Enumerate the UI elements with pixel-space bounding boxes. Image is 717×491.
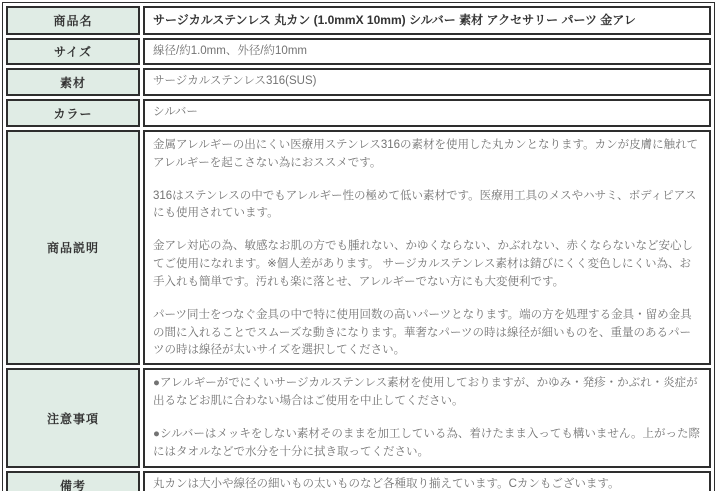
spec-table-row bbox=[6, 6, 711, 35]
spec-table-row bbox=[6, 68, 711, 96]
spec-row-value bbox=[143, 99, 711, 127]
spec-paragraph: 金アレ対応の為、敏感なお肌の方でも腫れない、かゆくならない、かぶれない、赤くならないなど安心してご使用になれます。※個人差があります。 サージカルステンレス素材は錆びにくく変色しにくい為、お手入れも簡単です。汚れも楽に落とせ、アレルギーでない方にも大変便利です。 bbox=[153, 240, 694, 288]
spec-row-label: 商品名 bbox=[6, 6, 140, 35]
spec-row-label: 備考 bbox=[6, 471, 140, 491]
spec-paragraph: 線径/約1.0mm、外径/約10mm bbox=[153, 44, 307, 57]
spec-row-value bbox=[143, 471, 711, 491]
spec-table-row bbox=[6, 471, 711, 491]
product-spec-table bbox=[2, 2, 715, 491]
spec-row-label: サイズ bbox=[6, 38, 140, 66]
spec-row-value bbox=[143, 368, 711, 468]
spec-paragraph: パーツ同士をつなぐ金具の中で特に使用回数の高いパーツとなります。端の方を処理する金具・留め金具の間に入れることでスムーズな動きになります。華奢なパーツの時は線径が細いものを、重量のあるパーツの時は線径が太いサイズを選択してください。 bbox=[153, 308, 692, 357]
spec-row-value bbox=[143, 130, 711, 365]
spec-table-row bbox=[6, 368, 711, 468]
spec-row-value bbox=[143, 68, 711, 96]
spec-paragraph: 316はステンレスの中でもアレルギー性の極めて低い素材です。医療用工具のメスやハサミ、ボディピアスにも使用されています。 bbox=[153, 189, 697, 220]
spec-paragraph: 丸カンは大小や線径の細いもの太いものなど各種取り揃えています。Cカンもございます。 bbox=[153, 478, 620, 491]
spec-table-body bbox=[6, 6, 711, 491]
spec-row-value bbox=[143, 38, 711, 66]
spec-table-row bbox=[6, 38, 711, 66]
spec-paragraph: ●アレルギーがでにくいサージカルステンレス素材を使用しておりますが、かゆみ・発疹・かぶれ・炎症が出るなどお肌に合わない場合はご使用を中止してください。 bbox=[153, 377, 698, 407]
spec-table-row bbox=[6, 130, 711, 365]
spec-row-label: 注意事項 bbox=[6, 368, 140, 468]
spec-paragraph: ●シルバーはメッキをしない素材そのままを加工している為、着けたまま入っても構いません。上がった際にはタオルなどで水分を十分に拭き取ってください。 bbox=[153, 427, 701, 458]
spec-row-label: カラー bbox=[6, 99, 140, 127]
spec-paragraph: シルバー bbox=[153, 106, 198, 119]
spec-paragraph: 金属アレルギーの出にくい医療用ステンレス316の素材を使用した丸カンとなります。カンが皮膚に触れてアレルギーを起こさない為におススメです。 bbox=[153, 139, 699, 169]
spec-row-label: 素材 bbox=[6, 68, 140, 96]
spec-paragraph: サージカルステンレス316(SUS) bbox=[153, 75, 317, 88]
spec-table-row bbox=[6, 99, 711, 127]
spec-row-value bbox=[143, 6, 711, 35]
spec-row-label: 商品説明 bbox=[6, 130, 140, 365]
spec-paragraph: サージカルステンレス 丸カン (1.0mmX 10mm) シルバー 素材 アクセサリー パーツ 金アレ bbox=[153, 13, 636, 27]
